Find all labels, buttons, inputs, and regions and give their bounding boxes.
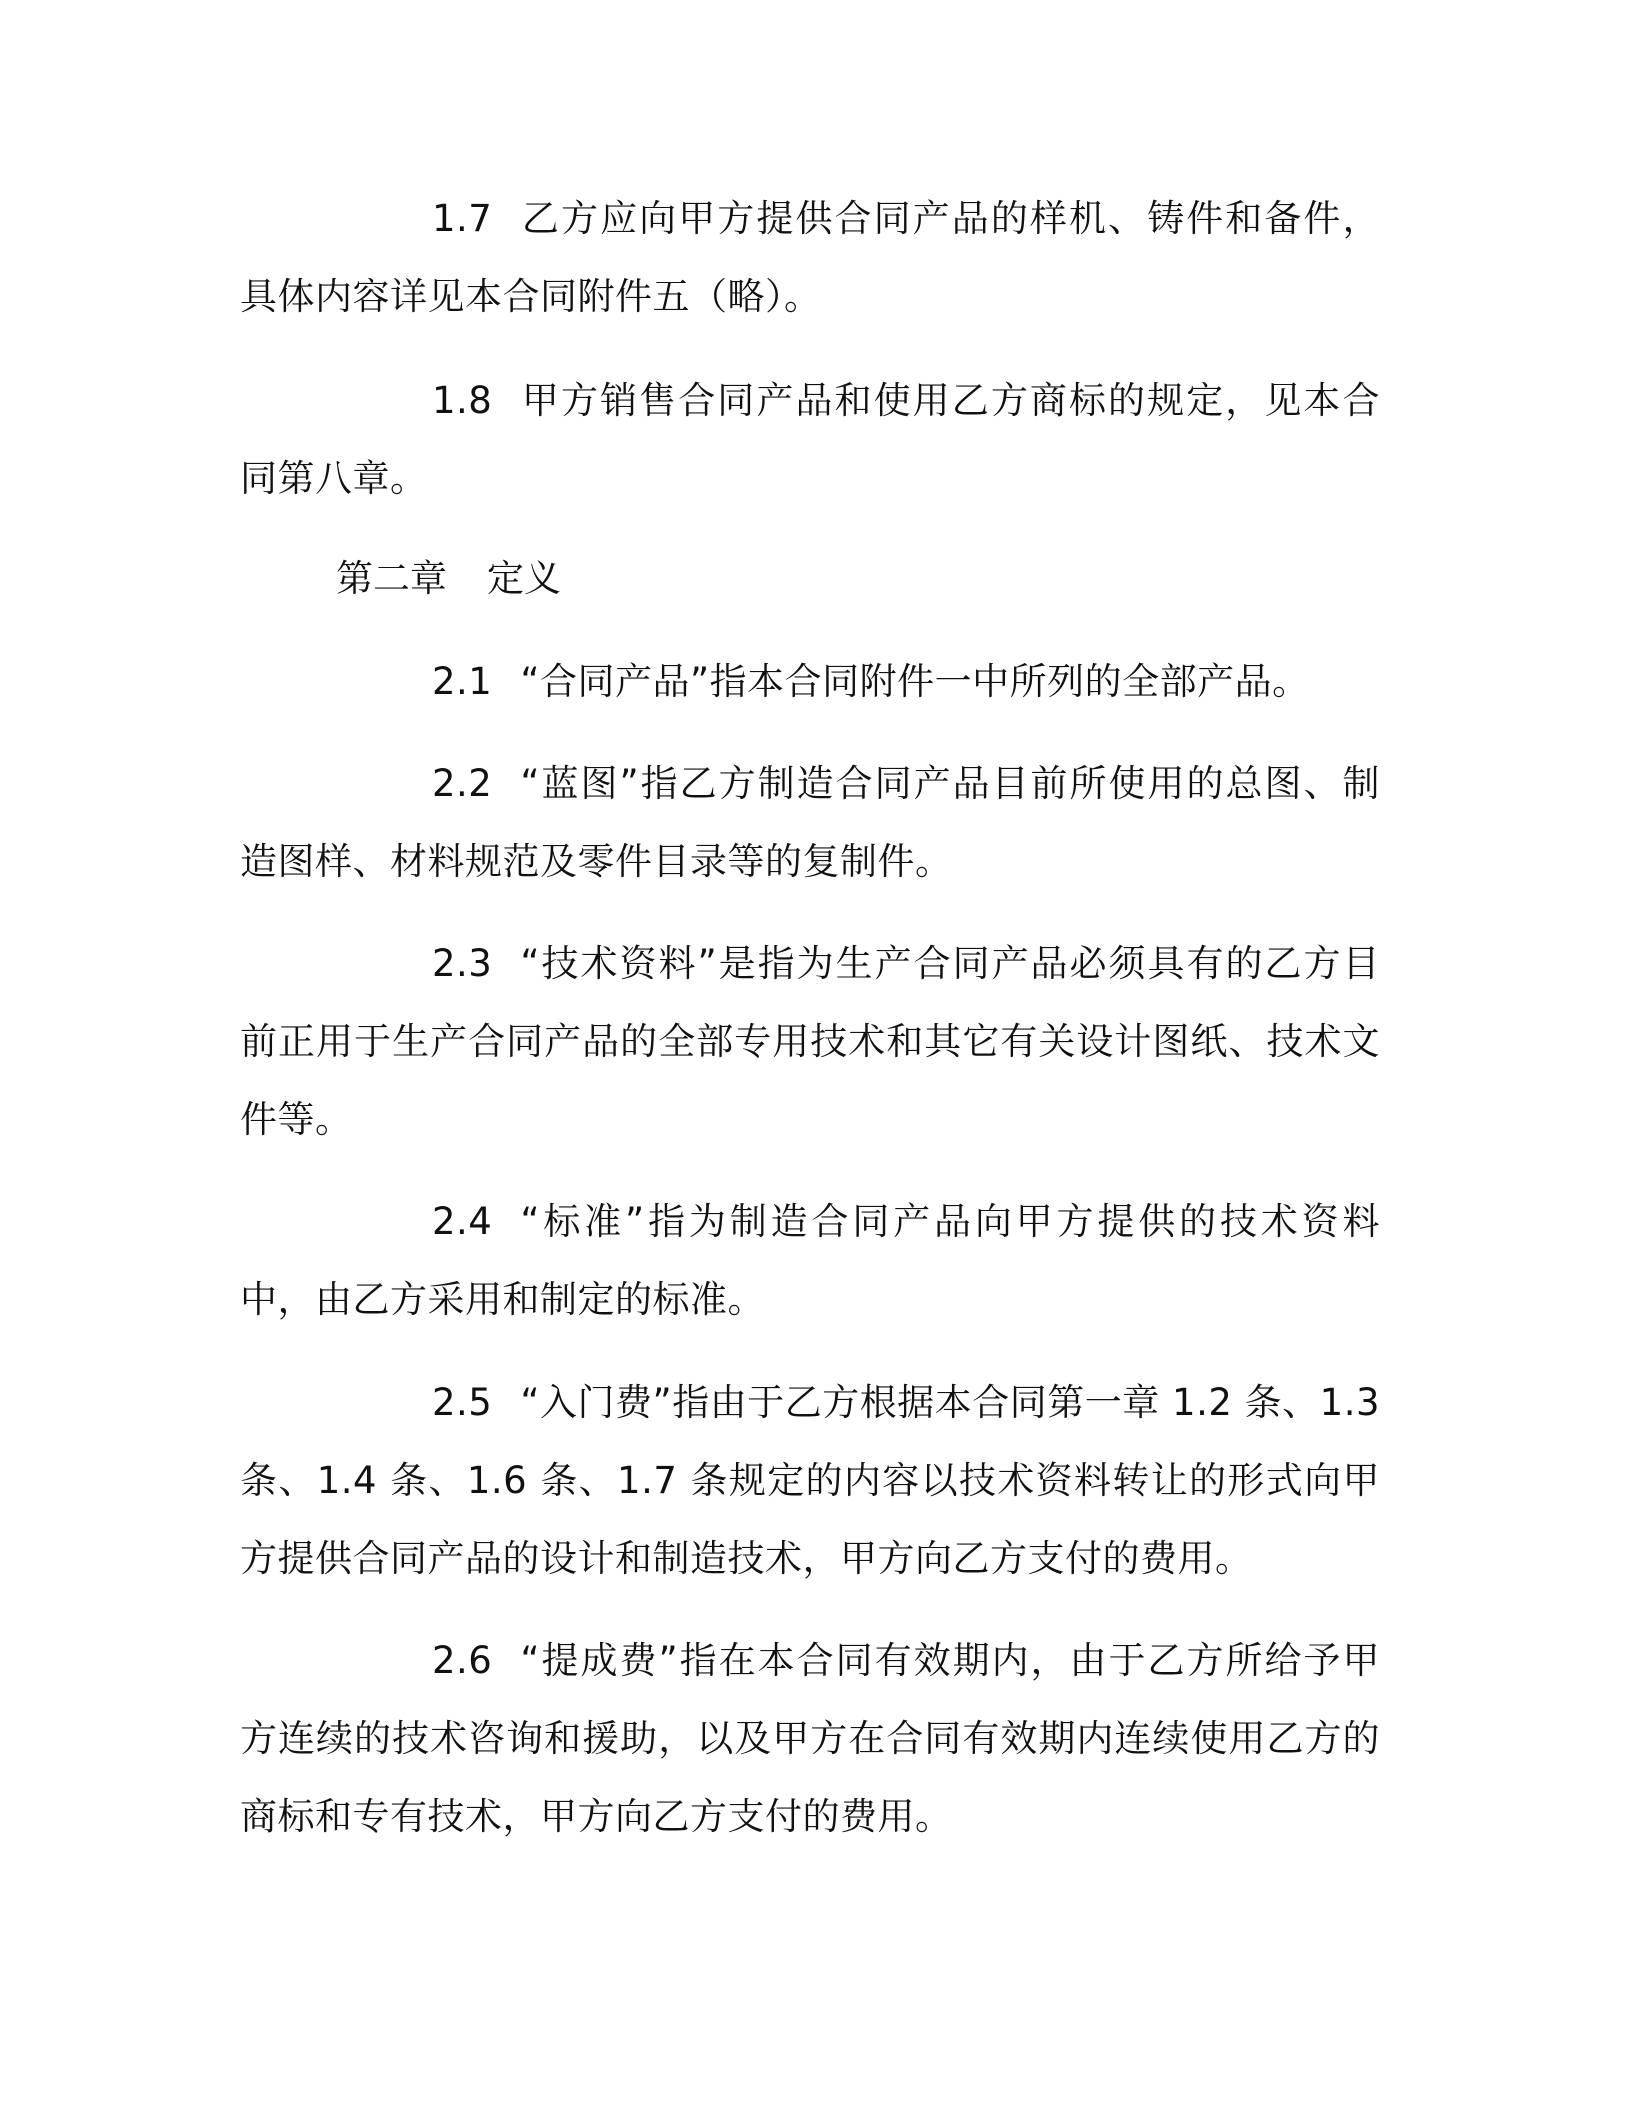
paragraph-1-8 bbox=[240, 362, 1380, 518]
paragraph-2-6 bbox=[240, 1622, 1380, 1856]
clause-number: 2.1 bbox=[432, 660, 493, 703]
chapter-number: 第二章 bbox=[336, 557, 447, 600]
clause-number: 1.7 bbox=[432, 197, 493, 240]
clause-text: 甲方销售合同产品和使用乙方商标的规定，见本合同第八章。 bbox=[240, 379, 1380, 500]
clause-number: 2.5 bbox=[432, 1381, 493, 1424]
clause-number: 1.8 bbox=[432, 379, 493, 422]
paragraph-2-4 bbox=[240, 1183, 1380, 1339]
clause-number: 2.4 bbox=[432, 1200, 493, 1243]
clause-text: 乙方应向甲方提供合同产品的样机、铸件和备件，具体内容详见本合同附件五（略）。 bbox=[240, 197, 1380, 318]
chapter-title: 定义 bbox=[487, 557, 561, 600]
clause-text: “蓝图”指乙方制造合同产品目前所使用的总图、制造图样、材料规范及零件目录等的复制件。 bbox=[240, 762, 1380, 883]
paragraph-2-2 bbox=[240, 745, 1380, 901]
paragraph-2-1 bbox=[240, 643, 1380, 721]
chapter-heading bbox=[336, 540, 561, 618]
paragraph-2-5 bbox=[240, 1364, 1380, 1598]
clause-text: “合同产品”指本合同附件一中所列的全部产品。 bbox=[520, 660, 1310, 703]
clause-text: “标准”指为制造合同产品向甲方提供的技术资料中，由乙方采用和制定的标准。 bbox=[240, 1200, 1380, 1321]
clause-number: 2.2 bbox=[432, 762, 493, 805]
clause-number: 2.6 bbox=[432, 1639, 493, 1682]
clause-text: “技术资料”是指为生产合同产品必须具有的乙方目前正用于生产合同产品的全部专用技术和其它有关设计图纸、技术文件等。 bbox=[240, 942, 1380, 1141]
paragraph-1-7 bbox=[240, 180, 1380, 336]
paragraph-2-3 bbox=[240, 925, 1380, 1159]
clause-number: 2.3 bbox=[432, 942, 493, 985]
clause-text: “入门费”指由于乙方根据本合同第一章 1.2 条、1.3 条、1.4 条、1.6 条、1.7 条规定的内容以技术资料转让的形式向甲方提供合同产品的设计和制造技术，甲方向乙方支付的费用。 bbox=[240, 1381, 1380, 1580]
clause-text: “提成费”指在本合同有效期内，由于乙方所给予甲方连续的技术咨询和援助，以及甲方在合同有效期内连续使用乙方的商标和专有技术，甲方向乙方支付的费用。 bbox=[240, 1639, 1380, 1838]
